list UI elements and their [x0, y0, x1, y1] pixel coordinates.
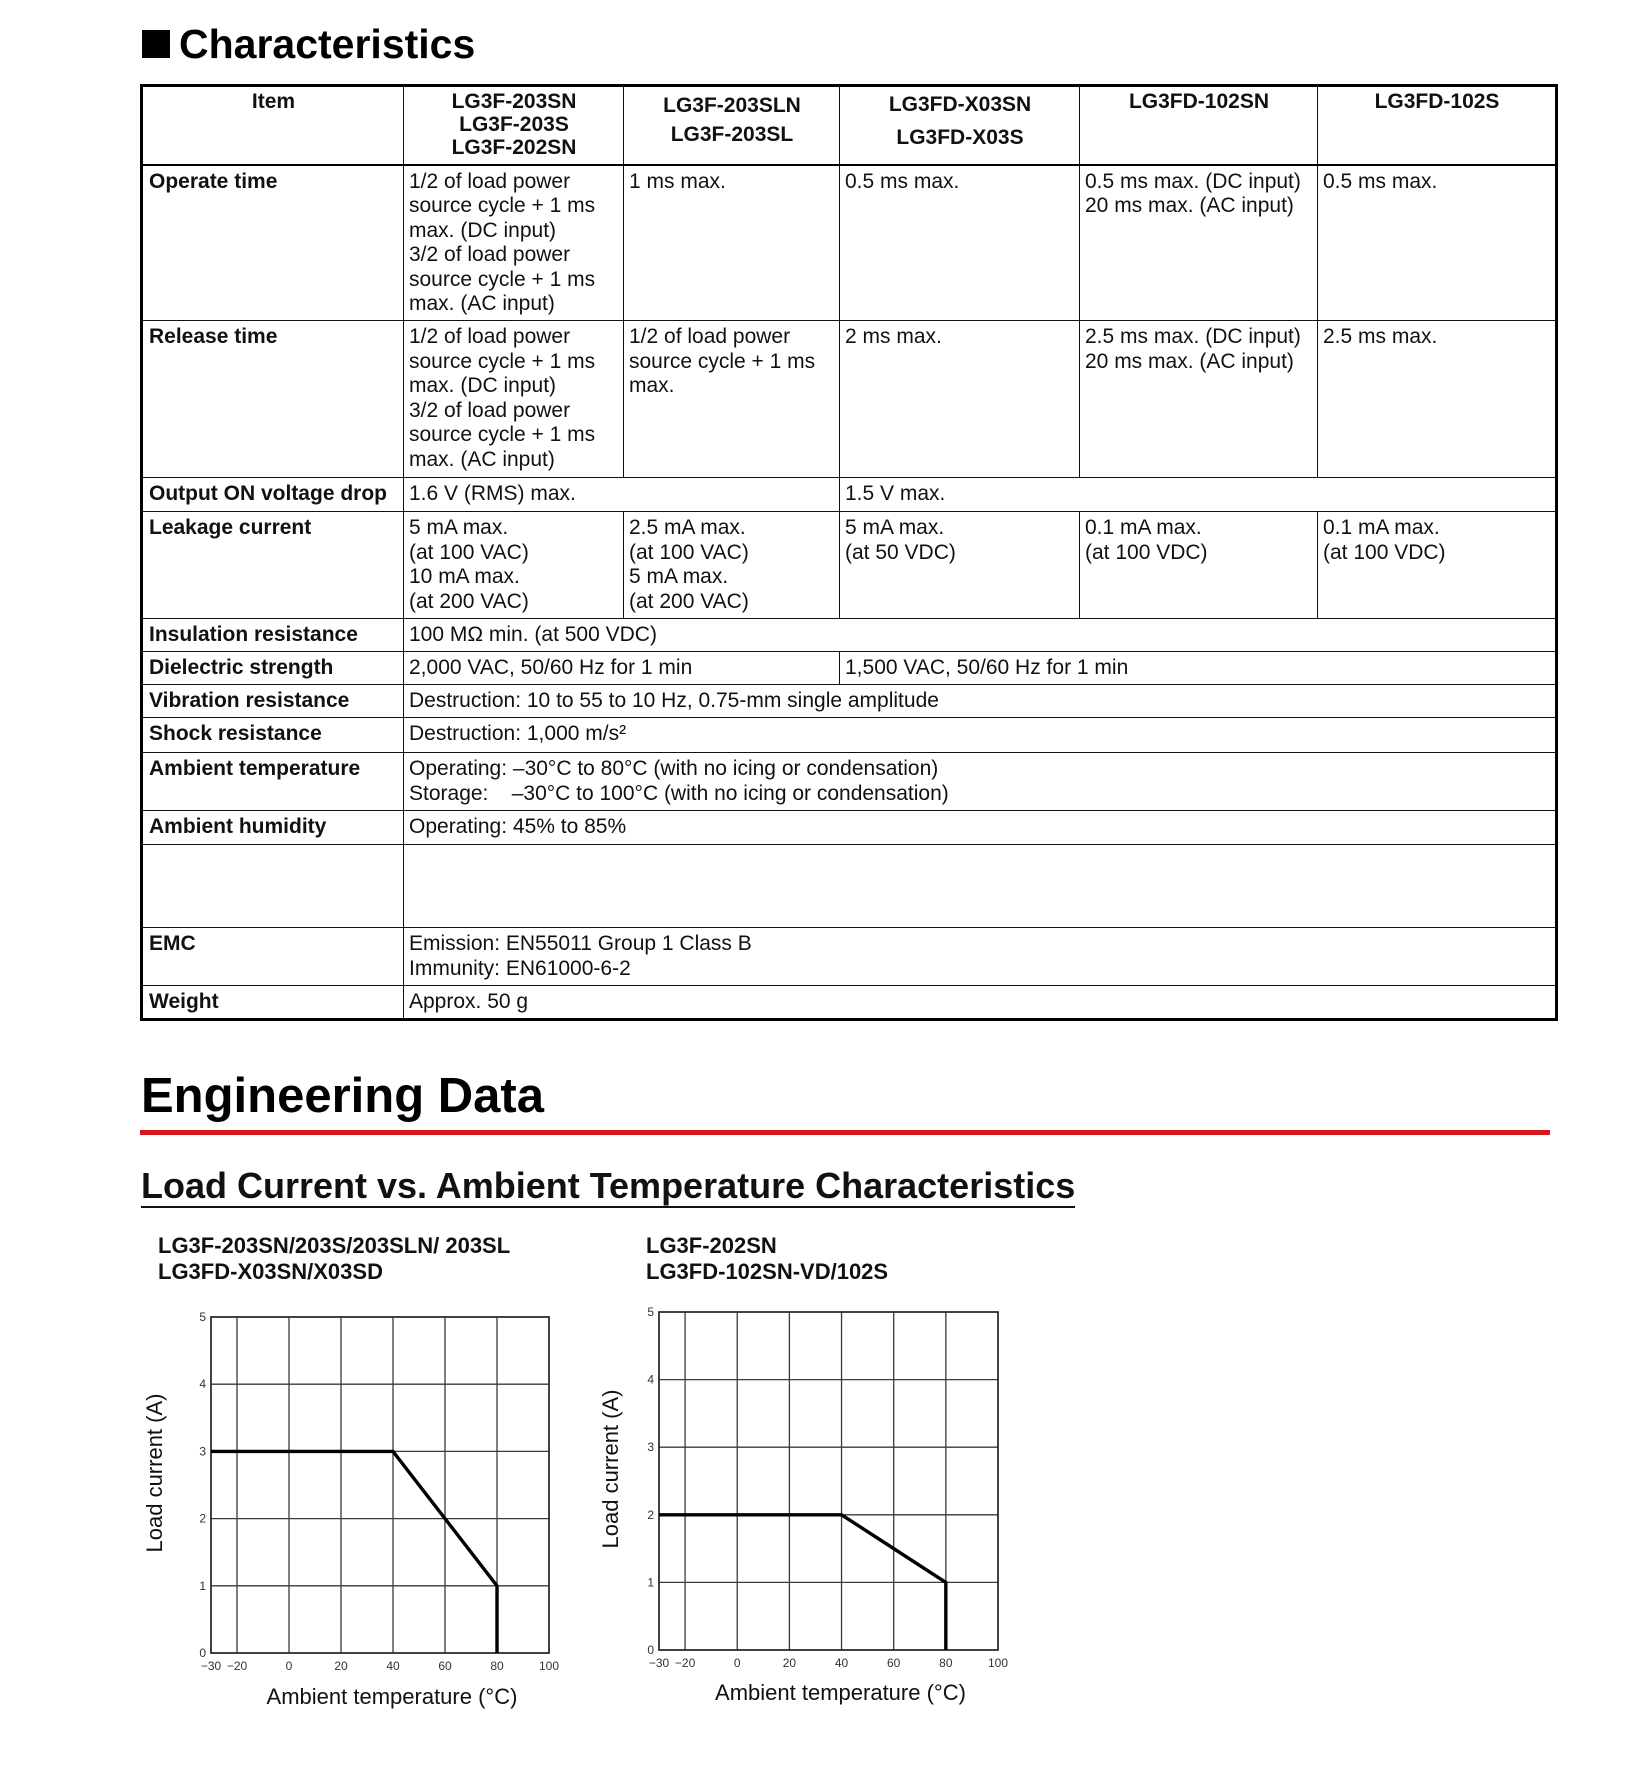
operate-time-row — [142, 165, 1557, 321]
section-divider — [140, 1130, 1550, 1135]
blank-label-cell — [142, 845, 404, 928]
x-tick-label: −30 — [648, 1656, 670, 1670]
operate-time-value: 1/2 of load power source cycle + 1 ms max. (DC input) 3/2 of load power source cycle + 1 ms max. (AC input) — [404, 165, 624, 321]
leakage-current-row — [142, 512, 1557, 619]
release-time-value: 2.5 ms max. (DC input) 20 ms max. (AC input) — [1080, 321, 1318, 478]
insulation-resistance-value: 100 MΩ min. (at 500 VDC) — [404, 619, 1557, 652]
y-tick-label: 0 — [199, 1646, 206, 1660]
y-tick-label: 4 — [199, 1377, 206, 1392]
leakage-current-value: 2.5 mA max. (at 100 VAC) 5 mA max. (at 200 VAC) — [624, 512, 840, 619]
header-model-col1: LG3F-203SN LG3F-203S LG3F-202SN — [404, 86, 624, 165]
vibration-resistance-label: Vibration resistance — [142, 685, 404, 718]
release-time-value: 2 ms max. — [840, 321, 1080, 478]
operate-time-value: 0.5 ms max. — [1318, 165, 1557, 321]
y-tick-label: 5 — [647, 1305, 654, 1319]
y-tick-label: 5 — [199, 1310, 206, 1324]
ambient-temperature-value: Operating: –30°C to 80°C (with no icing or condensation) Storage: –30°C to 100°C (with no icing or condensation) — [404, 753, 1557, 811]
insulation-resistance-row — [142, 619, 1557, 652]
release-time-value: 1/2 of load power source cycle + 1 ms max. — [624, 321, 840, 478]
chart-1-title-line: LG3F-203SN/203S/203SLN/ 203SL — [158, 1233, 511, 1258]
x-tick-label: 100 — [538, 1659, 560, 1673]
x-tick-label: 40 — [386, 1659, 400, 1673]
dielectric-strength-value: 1,500 VAC, 50/60 Hz for 1 min — [840, 652, 1557, 685]
y-tick-label: 3 — [199, 1444, 206, 1459]
x-tick-label: 0 — [285, 1659, 293, 1673]
load-current-subtitle: Load Current vs. Ambient Temperature Characteristics — [141, 1165, 1076, 1206]
header-model-col4: LG3FD-102SN — [1080, 86, 1318, 165]
release-time-label: Release time — [142, 321, 404, 478]
x-axis-label: Ambient temperature (°C) — [715, 1680, 966, 1705]
output-on-voltage-drop-row — [142, 478, 1557, 512]
shock-resistance-label: Shock resistance — [142, 718, 404, 753]
y-tick-label: 1 — [199, 1578, 206, 1593]
characteristics-title: Characteristics — [179, 21, 476, 67]
weight-value: Approx. 50 g — [404, 986, 1557, 1020]
ambient-temperature-row — [142, 753, 1557, 811]
insulation-resistance-label: Insulation resistance — [142, 619, 404, 652]
blank-row — [142, 845, 1557, 928]
x-tick-label: 40 — [834, 1656, 849, 1670]
characteristics-heading — [142, 19, 475, 69]
x-tick-label: 20 — [782, 1656, 797, 1670]
release-time-row — [142, 321, 1557, 478]
x-tick-label: −20 — [674, 1656, 696, 1670]
operate-time-label: Operate time — [142, 165, 404, 321]
header-item: Item — [142, 86, 404, 165]
x-tick-label: −20 — [226, 1659, 248, 1673]
weight-row — [142, 986, 1557, 1020]
y-tick-label: 2 — [647, 1507, 654, 1522]
chart-2-title — [646, 1233, 888, 1285]
y-tick-label: 0 — [647, 1643, 654, 1657]
load-current-line — [211, 1451, 497, 1653]
dielectric-strength-row — [142, 652, 1557, 685]
y-tick-label: 2 — [199, 1511, 206, 1526]
vibration-resistance-value: Destruction: 10 to 55 to 10 Hz, 0.75-mm single amplitude — [404, 685, 1557, 718]
ambient-temperature-label: Ambient temperature — [142, 753, 404, 811]
emc-value: Emission: EN55011 Group 1 Class B Immunity: EN61000-6-2 — [404, 928, 1557, 986]
engineering-data-title: Engineering Data — [141, 1069, 544, 1123]
header-model-col5: LG3FD-102S — [1318, 86, 1557, 165]
leakage-current-label: Leakage current — [142, 512, 404, 619]
x-tick-label: 80 — [939, 1656, 953, 1670]
output-on-voltage-drop-label: Output ON voltage drop — [142, 478, 404, 512]
operate-time-value: 0.5 ms max. (DC input) 20 ms max. (AC input) — [1080, 165, 1318, 321]
y-axis-label: Load current (A) — [597, 1389, 623, 1549]
vibration-resistance-row — [142, 685, 1557, 718]
y-tick-label: 1 — [647, 1575, 654, 1590]
ambient-humidity-row — [142, 811, 1557, 845]
dielectric-strength-label: Dielectric strength — [142, 652, 404, 685]
chart-2-title-line: LG3F-202SN — [646, 1233, 777, 1258]
y-tick-label: 4 — [647, 1372, 654, 1387]
chart-1-title-line: LG3FD-X03SN/X03SD — [158, 1259, 383, 1284]
release-time-value: 2.5 ms max. — [1318, 321, 1557, 478]
load-current-chart-2 — [575, 1295, 1025, 1725]
output-on-voltage-drop-value: 1.5 V max. — [840, 478, 1557, 512]
chart-2-title-line: LG3FD-102SN-VD/102S — [646, 1259, 889, 1284]
weight-label: Weight — [142, 986, 404, 1020]
output-on-voltage-drop-value: 1.6 V (RMS) max. — [404, 478, 840, 512]
characteristics-table — [140, 84, 1558, 1021]
emc-row — [142, 928, 1557, 986]
shock-resistance-value: Destruction: 1,000 m/s² — [404, 718, 1557, 753]
operate-time-value: 1 ms max. — [624, 165, 840, 321]
heading-square-icon — [142, 30, 170, 58]
blank-value-cell — [404, 845, 1557, 928]
ambient-humidity-label: Ambient humidity — [142, 811, 404, 845]
x-tick-label: −30 — [200, 1659, 222, 1673]
shock-resistance-row — [142, 718, 1557, 753]
x-tick-label: 80 — [490, 1659, 504, 1673]
leakage-current-value: 0.1 mA max. (at 100 VDC) — [1080, 512, 1318, 619]
x-axis-label: Ambient temperature (°C) — [266, 1684, 518, 1709]
dielectric-strength-value: 2,000 VAC, 50/60 Hz for 1 min — [404, 652, 840, 685]
release-time-value: 1/2 of load power source cycle + 1 ms max. (DC input) 3/2 of load power source cycle + 1 ms max. (AC input) — [404, 321, 624, 478]
operate-time-value: 0.5 ms max. — [840, 165, 1080, 321]
x-tick-label: 60 — [438, 1659, 452, 1673]
x-tick-label: 100 — [987, 1656, 1009, 1670]
header-model-col3: LG3FD-X03SN LG3FD-X03S — [840, 86, 1080, 165]
y-axis-label: Load current (A) — [141, 1393, 167, 1553]
x-tick-label: 60 — [887, 1656, 901, 1670]
x-tick-label: 20 — [334, 1659, 348, 1673]
load-current-chart-1 — [130, 1300, 570, 1730]
x-tick-label: 0 — [733, 1656, 741, 1670]
y-tick-label: 3 — [647, 1440, 654, 1455]
chart-1-title — [158, 1233, 510, 1285]
ambient-humidity-value: Operating: 45% to 85% — [404, 811, 1557, 845]
header-model-col2: LG3F-203SLN LG3F-203SL — [624, 86, 840, 165]
emc-label: EMC — [142, 928, 404, 986]
leakage-current-value: 5 mA max. (at 50 VDC) — [840, 512, 1080, 619]
leakage-current-value: 0.1 mA max. (at 100 VDC) — [1318, 512, 1557, 619]
leakage-current-value: 5 mA max. (at 100 VAC) 10 mA max. (at 200 VAC) — [404, 512, 624, 619]
header-row — [142, 86, 1557, 165]
